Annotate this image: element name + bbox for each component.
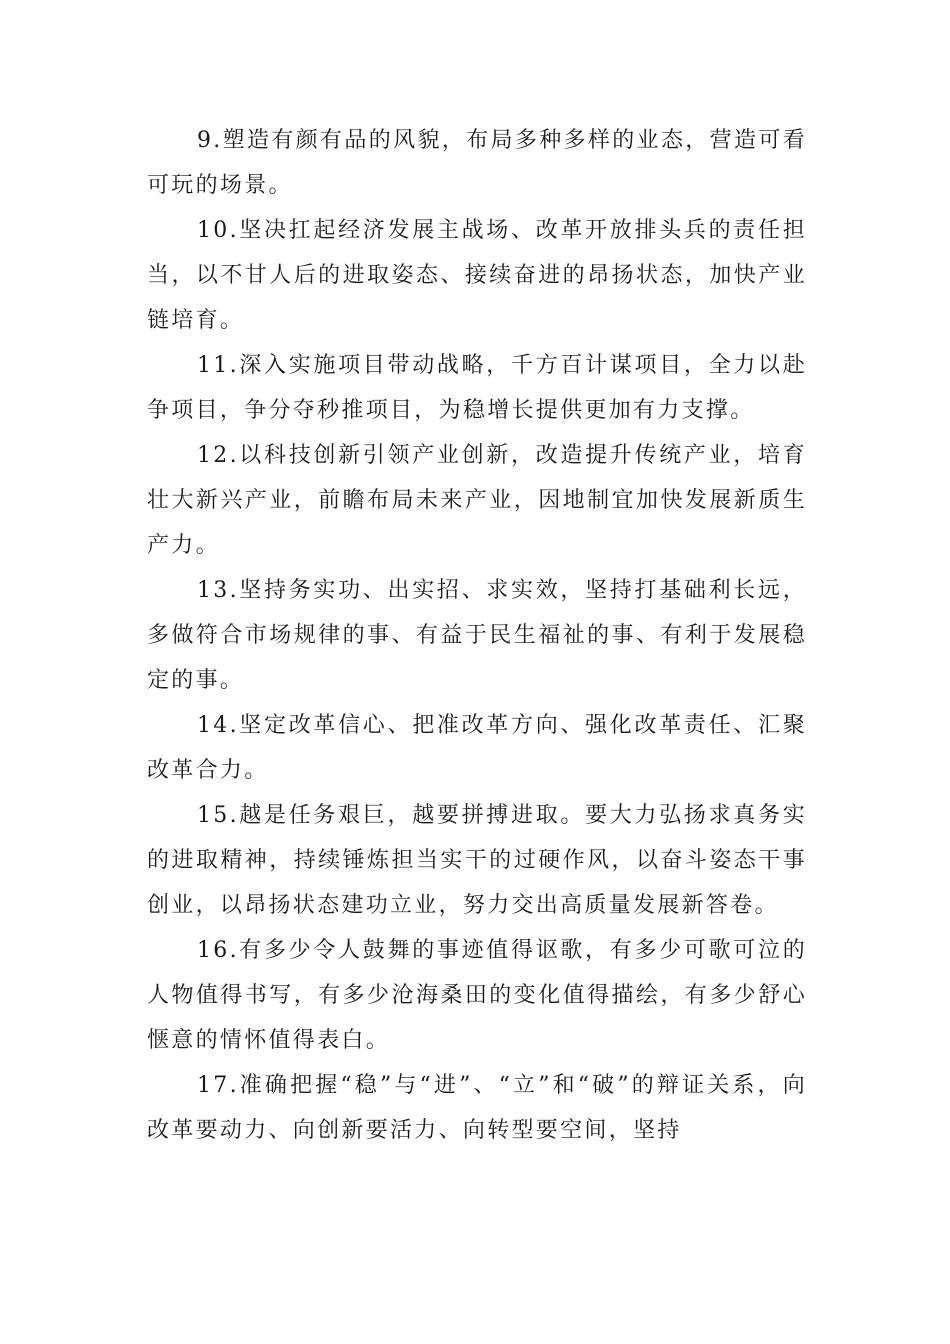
- paragraph-14: 14.坚定改革信心、把准改革方向、强化改革责任、汇聚改革合力。: [147, 713, 807, 783]
- paragraph-11: 11.深入实施项目带动战略，千方百计谋项目，全力以赴争项目，争分夺秒推项目，为稳增长提供更加有力支撑。: [147, 353, 807, 423]
- paragraph-17: 17.准确把握“稳”与“进”、“立”和“破”的辩证关系，向改革要动力、向创新要活力、向转型要空间，坚持: [147, 1073, 807, 1143]
- paragraph-13: 13.坚持务实功、出实招、求实效，坚持打基础利长远，多做符合市场规律的事、有益于民生福祉的事、有利于发展稳定的事。: [147, 578, 807, 693]
- document-body: [147, 118, 807, 1153]
- paragraph-9: 9.塑造有颜有品的风貌，布局多种多样的业态，营造可看可玩的场景。: [147, 128, 807, 198]
- paragraph-12: 12.以科技创新引领产业创新，改造提升传统产业，培育壮大新兴产业，前瞻布局未来产业，因地制宜加快发展新质生产力。: [147, 443, 807, 558]
- paragraph-16: 16.有多少令人鼓舞的事迹值得讴歌，有多少可歌可泣的人物值得书写，有多少沧海桑田的变化值得描绘，有多少舒心惬意的情怀值得表白。: [147, 938, 807, 1053]
- paragraph-15: 15.越是任务艰巨，越要拼搏进取。要大力弘扬求真务实的进取精神，持续锤炼担当实干的过硬作风，以奋斗姿态干事创业，以昂扬状态建功立业，努力交出高质量发展新答卷。: [147, 803, 807, 918]
- paragraph-10: 10.坚决扛起经济发展主战场、改革开放排头兵的责任担当，以不甘人后的进取姿态、接续奋进的昂扬状态，加快产业链培育。: [147, 218, 807, 333]
